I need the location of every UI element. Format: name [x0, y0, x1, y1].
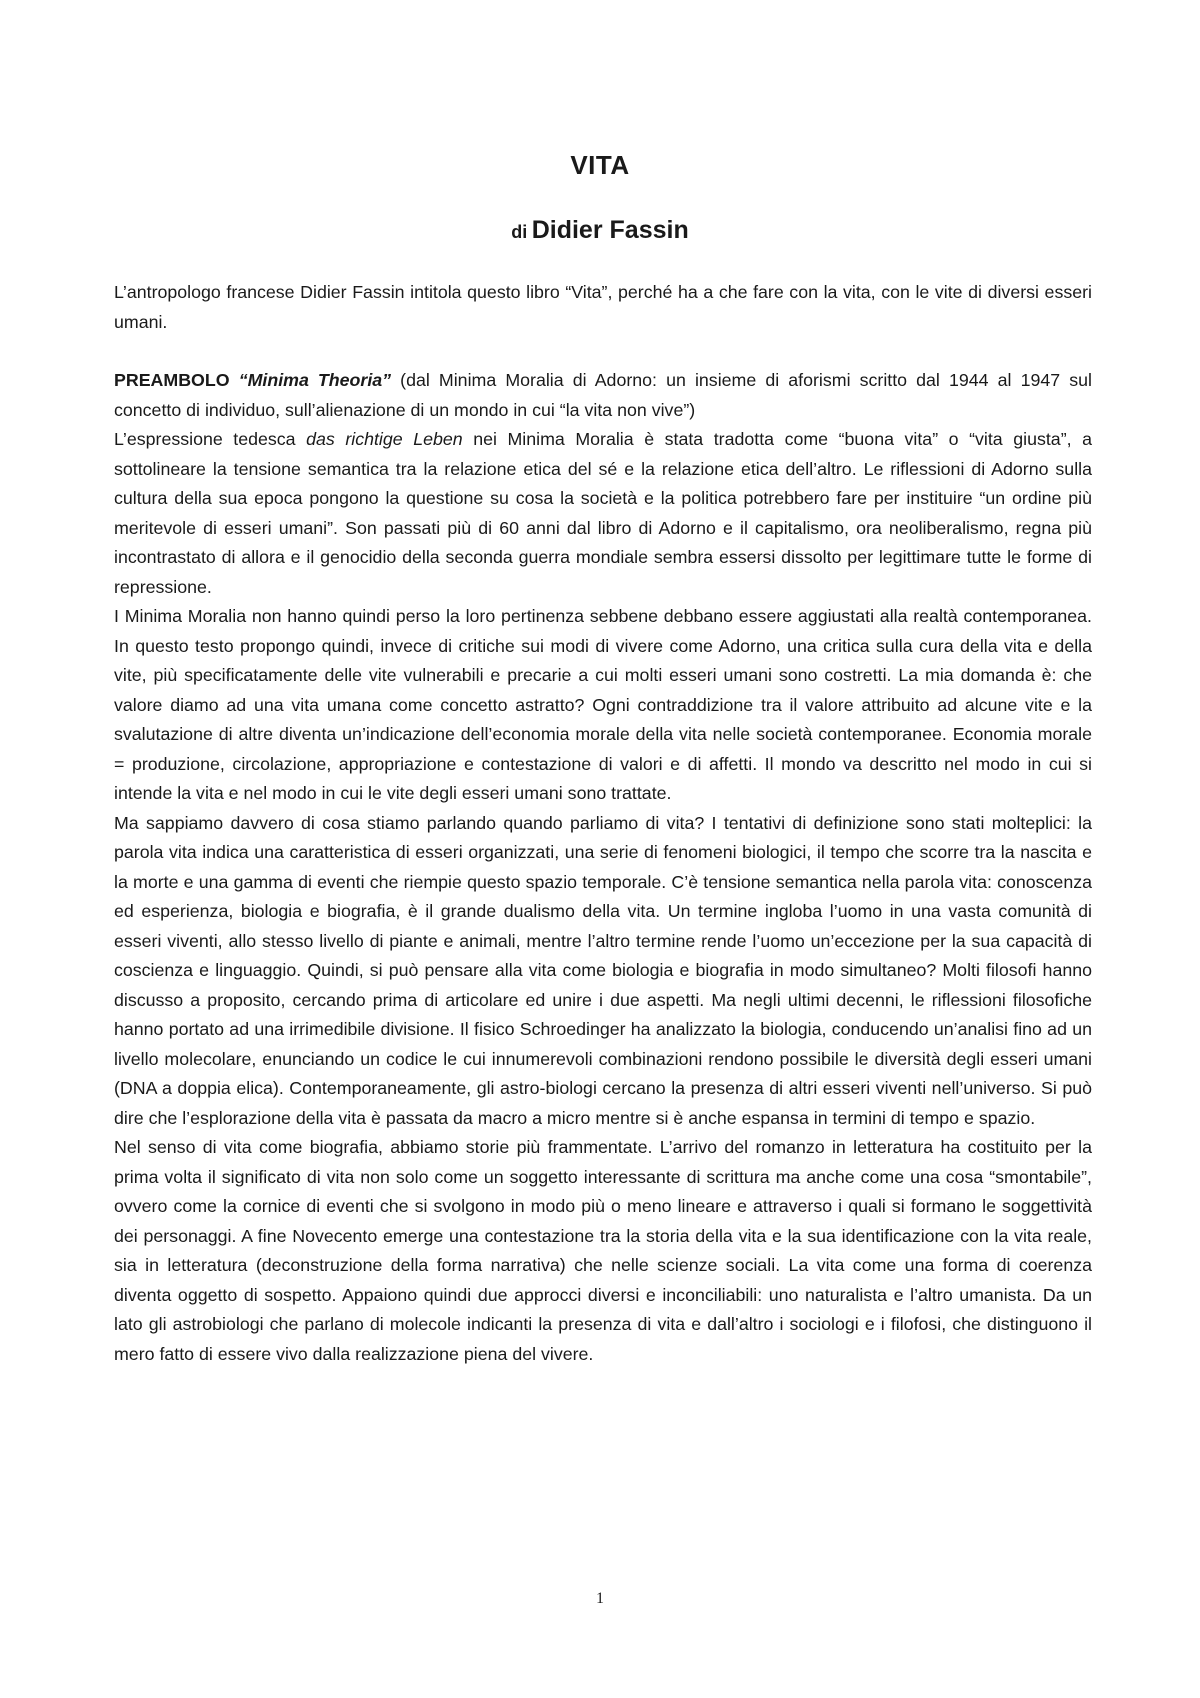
intro-paragraph: L’antropologo francese Didier Fassin intitola questo libro “Vita”, perché ha a che fare con la vita, con le vite di diversi esseri umani.	[114, 282, 1092, 332]
preamble-label: PREAMBOLO	[114, 370, 230, 390]
author-prefix: di	[511, 222, 528, 242]
preamble-subtitle: “Minima Theoria”	[238, 370, 392, 390]
paragraph-adorno	[114, 425, 1092, 602]
paragraph-adorno-phrase: das richtige Leben	[306, 429, 463, 449]
paragraph-adorno-after: nei Minima Moralia è stata tradotta come “buona vita” o “vita giusta”, a sottolineare la tensione semantica tra la relazione etica del sé e la relazione etica dell’altro. Le riflessioni di Adorno sulla cultura della sua epoca pongono la questione su cosa la società e la politica potrebbero fare per instituire “un ordine più meritevole di esseri umani”. Son passati più di 60 anni dal libro di Adorno e il capitalismo, ora neoliberalismo, regna più incontrastato di allora e il genocidio della seconda guerra mondiale sembra essersi dissolto per legittimare tutte le forme di repressione.	[114, 429, 1092, 597]
author-name: Didier Fassin	[531, 216, 689, 244]
preamble-text: (dal Minima Moralia di Adorno: un insieme di aforismi scritto dal 1944 al 1947 sul concetto di individuo, sull’alienazione di un mondo in cui “la vita non vive”)	[114, 370, 1092, 420]
author-line	[0, 216, 1200, 245]
paragraph-minima-moralia: I Minima Moralia non hanno quindi perso la loro pertinenza sebbene debbano essere aggiustati alla realtà contemporanea. In questo testo propongo quindi, invece di critiche sui modi di vivere come Adorno, una critica sulla cura della vita e della vite, più specificatamente delle vite vulnerabili e precarie a cui molti esseri umani sono costretti. La mia domanda è: che valore diamo ad una vita umana come concetto astratto? Ogni contraddizione tra il valore attribuito ad alcune vite e la svalutazione di altre diventa un’indicazione dell’economia morale della vita nelle società contemporanee. Economia morale = produzione, circolazione, appropriazione e contestazione di valori e di affetti. Il mondo va descritto nel modo in cui si intende la vita e nel modo in cui le vite degli esseri umani sono trattate.	[114, 606, 1092, 803]
paragraph-definition: Ma sappiamo davvero di cosa stiamo parlando quando parliamo di vita? I tentativi di definizione sono stati molteplici: la parola vita indica una caratteristica di esseri organizzati, una serie di fenomeni biologici, il tempo che scorre tra la nascita e la morte e una gamma di eventi che riempie questo spazio temporale. C’è tensione semantica nella parola vita: conoscenza ed esperienza, biologia e biografia, è il grande dualismo della vita. Un termine ingloba l’uomo in una vasta comunità di esseri viventi, allo stesso livello di piante e animali, mentre l’altro termine rende l’uomo un’eccezione per la sua capacità di coscienza e linguaggio. Quindi, si può pensare alla vita come biologia e biografia in modo simultaneo? Molti filosofi hanno discusso a proposito, cercando prima di articolare ed unire i due aspetti. Ma negli ultimi decenni, le riflessioni filosofiche hanno portato ad una irrimedibile divisione. Il fisico Schroedinger ha analizzato la biologia, conducendo un’analisi fino ad un livello molecolare, enunciando un codice le cui innumerevoli combinazioni rendono possibile le diversità degli esseri umani (DNA a doppia elica). Contemporaneamente, gli astro-biologi cercano la presenza di altri esseri viventi nell’universo. Si può dire che l’esplorazione della vita è passata da macro a micro mentre si è anche espansa in termini di tempo e spazio.	[114, 812, 1092, 1128]
preamble-paragraph	[114, 366, 1092, 425]
paragraph-adorno-before: L’espressione tedesca	[114, 429, 307, 449]
document-title: VITA	[570, 150, 630, 180]
paragraph-biography: Nel senso di vita come biografia, abbiamo storie più frammentate. L’arrivo del romanzo in letteratura ha costituito per la prima volta il significato di vita non solo come un soggetto interessante di scrittura ma anche come una cosa “smontabile”, ovvero come la cornice di eventi che si svolgono in modo più o meno lineare e attraverso i quali si formano le soggettività dei personaggi. A fine Novecento emerge una contestazione tra la storia della vita e la sua identificazione con la vita reale, sia in letteratura (deconstruzione della forma narrativa) che nelle scienze sociali. La vita come una forma di coerenza diventa oggetto di sospetto. Appaiono quindi due approcci diversi e inconciliabili: uno naturalista e l’altro umanista. Da un lato gli astrobiologi che parlano di molecole indicanti la presenza di vita e dall’altro i sociologi e i filofosi, che distinguono il mero fatto di essere vivo dalla realizzazione piena del vivere.	[114, 1137, 1092, 1364]
page-number: 1	[596, 1590, 604, 1607]
document-body	[114, 278, 1092, 1369]
